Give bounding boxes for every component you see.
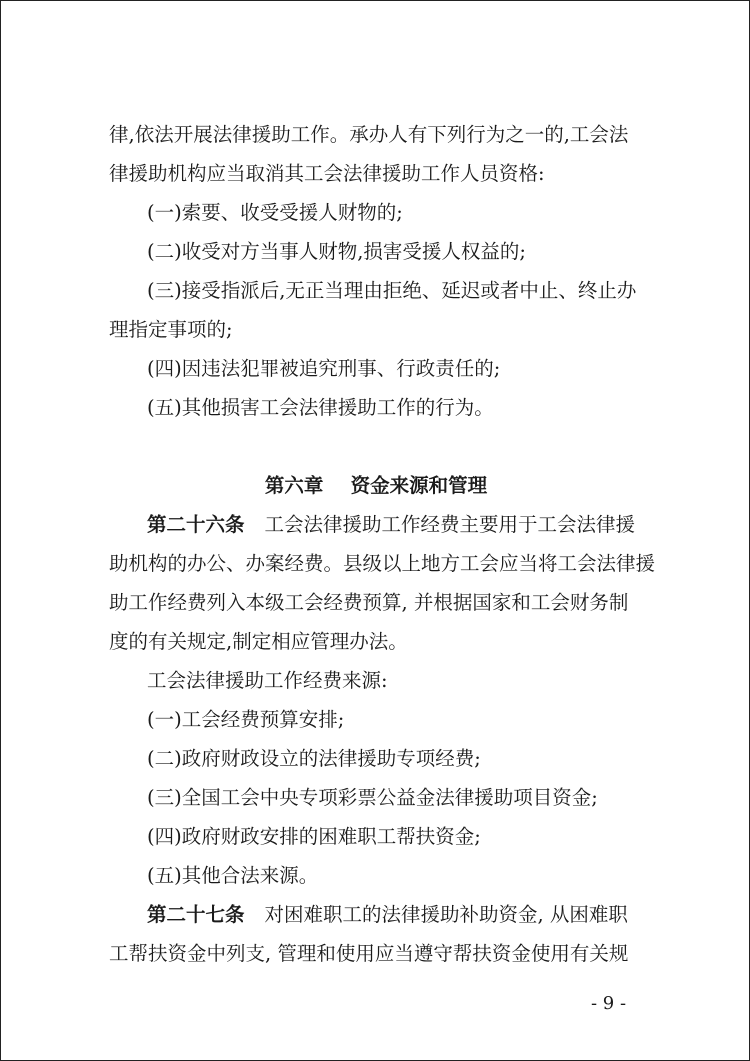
list-item: (二)收受对方当事人财物,损害受援人权益的;	[147, 240, 526, 263]
article-label: 第二十六条	[147, 513, 245, 536]
page-number: - 9 -	[591, 993, 627, 1014]
body-line: 助机构的办公、办案经费。县级以上地方工会应当将工会法律援	[109, 552, 656, 575]
list-item: (三)接受指派后,无正当理由拒绝、延迟或者中止、终止办	[147, 279, 637, 302]
body-line: 工会法律援助工作经费来源:	[147, 669, 388, 692]
body-line: 助工作经费列入本级工会经费预算, 并根据国家和工会财务制	[109, 591, 629, 614]
body-line: 律,依法开展法律援助工作。承办人有下列行为之一的,工会法	[109, 123, 629, 146]
list-item: (五)其他损害工会法律援助工作的行为。	[147, 396, 494, 419]
article-text: 对困难职工的法律援助补助资金, 从困难职	[264, 903, 628, 926]
list-item: (四)因违法犯罪被追究刑事、行政责任的;	[147, 357, 501, 380]
list-item: (五)其他合法来源。	[147, 864, 319, 887]
list-item: (二)政府财政设立的法律援助专项经费;	[147, 747, 481, 770]
body-line: 理指定事项的;	[109, 318, 233, 341]
article-label: 第二十七条	[147, 903, 245, 926]
chapter-heading: 第六章 资金来源和管理	[264, 474, 488, 497]
article-27-line	[147, 903, 628, 927]
list-item: (一)索要、收受受援人财物的;	[147, 201, 403, 224]
article-text: 工会法律援助工作经费主要用于工会法律援	[264, 513, 636, 536]
list-item: (四)政府财政安排的困难职工帮扶资金;	[147, 825, 481, 848]
body-line: 工帮扶资金中列支, 管理和使用应当遵守帮扶资金使用有关规	[109, 942, 629, 965]
list-item: (三)全国工会中央专项彩票公益金法律援助项目资金;	[147, 786, 598, 809]
article-26-line	[147, 513, 635, 537]
body-line: 度的有关规定,制定相应管理办法。	[109, 630, 408, 653]
list-item: (一)工会经费预算安排;	[147, 708, 345, 731]
body-line: 律援助机构应当取消其工会法律援助工作人员资格:	[109, 162, 545, 185]
